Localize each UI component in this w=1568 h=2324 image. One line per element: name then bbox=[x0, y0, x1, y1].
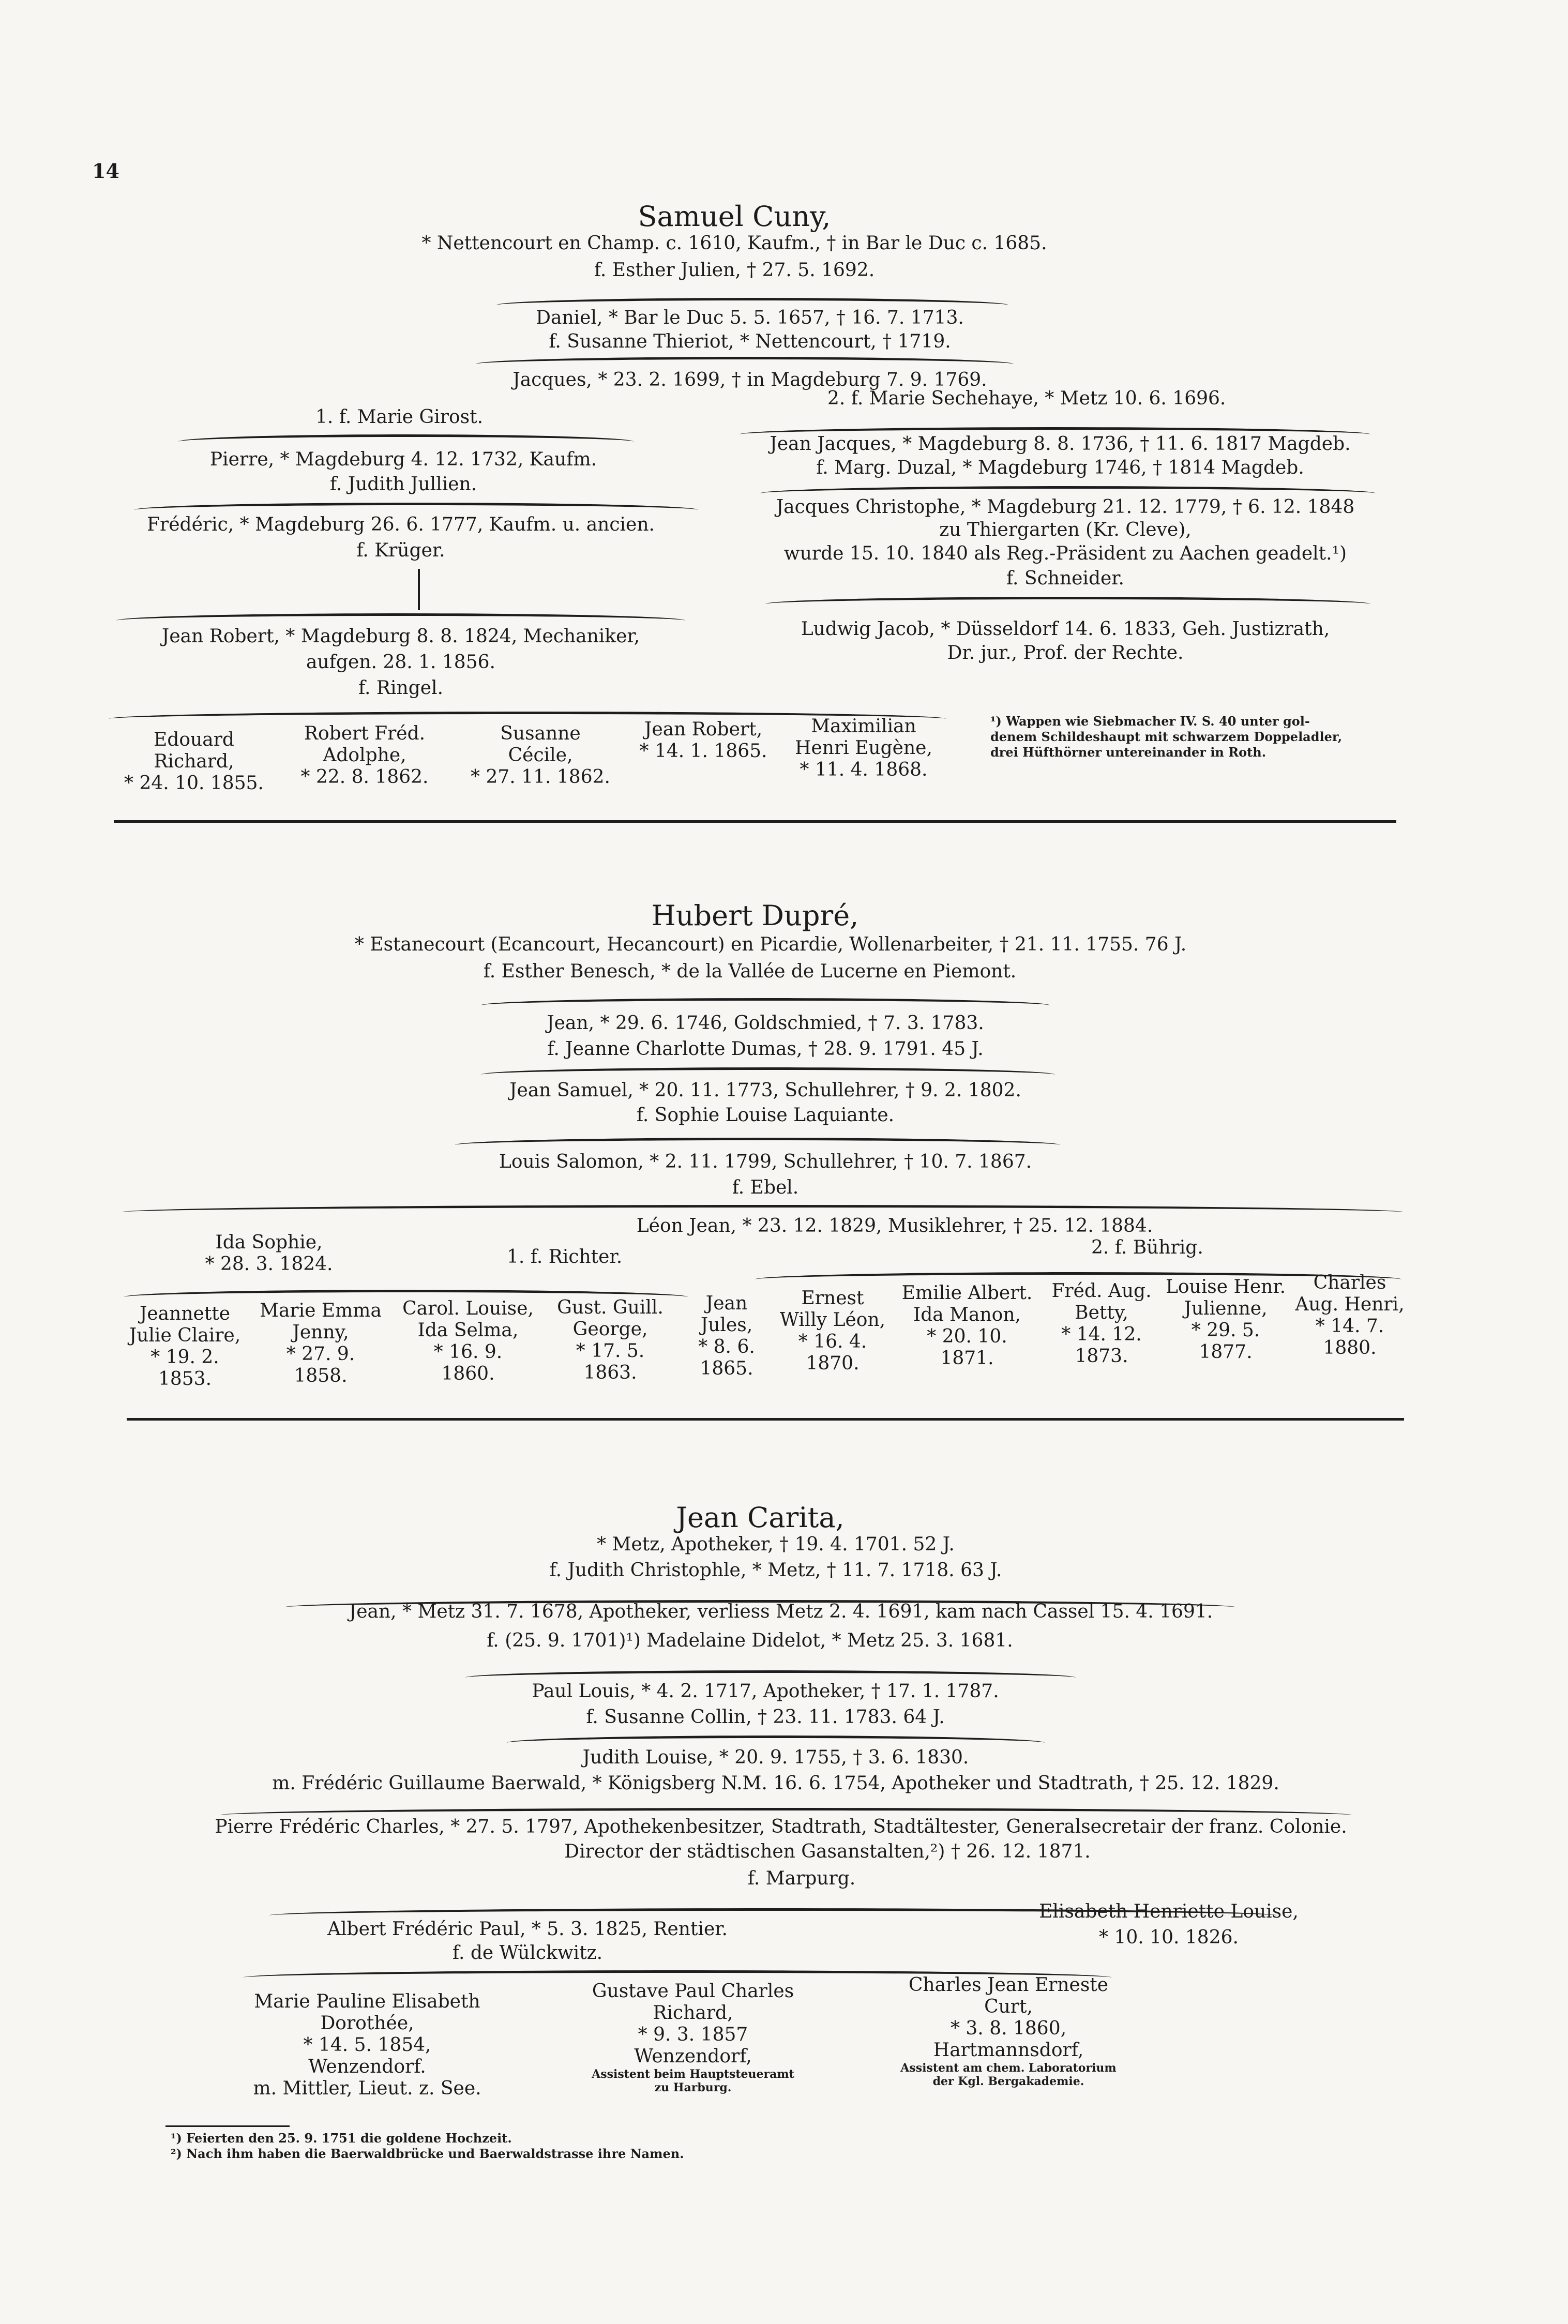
child-name-line1: Susanne bbox=[500, 723, 581, 744]
cuny-jacques-christophe-line4: f. Schneider. bbox=[1006, 568, 1124, 589]
carita-elisabeth-line1: Elisabeth Henriette Louise, bbox=[1039, 1901, 1299, 1922]
cuny-jean-robert-line2: aufgen. 28. 1. 1856. bbox=[306, 652, 495, 673]
dupre-child-7 bbox=[897, 1282, 1037, 1369]
child-name-line1: Maximilian bbox=[811, 716, 916, 737]
child-birth-line1: * 20. 10. bbox=[927, 1326, 1007, 1347]
child-birth: * 24. 10. 1855. bbox=[124, 773, 264, 794]
child-name-line1: Emilie Albert. bbox=[901, 1282, 1033, 1304]
child-birth-line2: 1870. bbox=[806, 1353, 860, 1374]
carita-judith-louise-line1: Judith Louise, * 20. 9. 1755, † 3. 6. 1830. bbox=[582, 1747, 969, 1768]
dupre-ida bbox=[171, 1232, 367, 1275]
footnote-line3: drei Hüfthörner untereinander in Roth. bbox=[990, 745, 1267, 760]
child-name-line2: Aug. Henri, bbox=[1295, 1294, 1405, 1315]
carita-albert-line1: Albert Frédéric Paul, * 5. 3. 1825, Rentier. bbox=[327, 1919, 728, 1940]
cuny-frederic-line2: f. Krüger. bbox=[356, 540, 445, 561]
dupre-leon-wife2: 2. f. Bührig. bbox=[1091, 1237, 1203, 1258]
child-name-line2: Julienne, bbox=[1184, 1298, 1268, 1319]
cuny-jacques-wife1: 1. f. Marie Girost. bbox=[315, 406, 484, 428]
child-place: Hartmannsdorf, bbox=[933, 2040, 1084, 2061]
child-birth-line2: 1858. bbox=[294, 1365, 348, 1386]
cuny-child-2 bbox=[282, 723, 447, 788]
cuny-child-4 bbox=[626, 719, 781, 762]
carita-paul-louis-line2: f. Susanne Collin, † 23. 11. 1783. 64 J. bbox=[586, 1707, 945, 1728]
dupre-jean-samuel-line1: Jean Samuel, * 20. 11. 1773, Schullehrer, † 9. 2. 1802. bbox=[509, 1080, 1021, 1101]
carita-pierre-frederic-line1: Pierre Frédéric Charles, * 27. 5. 1797, Apothekenbesitzer, Stadtrath, Stadtältester, Generalsecretair der franz. Colonie. bbox=[215, 1816, 1347, 1837]
child-name-line1: Ernest bbox=[801, 1288, 864, 1309]
child-place: Wenzendorf. bbox=[308, 2056, 426, 2077]
child-birth-line1: * 27. 9. bbox=[286, 1344, 355, 1365]
child-name-line2: Jules, bbox=[700, 1315, 753, 1336]
child-occupation-line2: der Kgl. Bergakademie. bbox=[932, 2075, 1084, 2088]
child-occupation-line1: Assistent am chem. Laboratorium bbox=[900, 2061, 1117, 2075]
cuny-head-line2: f. Esther Julien, † 27. 5. 1692. bbox=[594, 260, 875, 281]
child-place: Wenzendorf, bbox=[634, 2046, 752, 2067]
dupre-louis-salomon-line2: f. Ebel. bbox=[732, 1177, 799, 1198]
dupre-jean-line2: f. Jeanne Charlotte Dumas, † 28. 9. 1791. 45 J. bbox=[547, 1038, 984, 1060]
cuny-child-1 bbox=[111, 729, 277, 794]
brace bbox=[476, 357, 1014, 366]
child-birth-line2: 1880. bbox=[1323, 1337, 1377, 1359]
brace bbox=[481, 998, 1050, 1007]
dupre-child-5 bbox=[677, 1293, 776, 1380]
cuny-jean-jacques-line1: Jean Jacques, * Magdeburg 8. 8. 1736, † 11. 6. 1817 Magdeb. bbox=[770, 433, 1351, 455]
cuny-jean-robert-line1: Jean Robert, * Magdeburg 8. 8. 1824, Mechaniker, bbox=[161, 626, 640, 647]
child-birth-line1: * 14. 7. bbox=[1315, 1316, 1384, 1337]
carita-judith-louise-line2: m. Frédéric Guillaume Baerwald, * Königsberg N.M. 16. 6. 1754, Apotheker und Stadtrath, † 25. 12. 1829. bbox=[272, 1773, 1279, 1794]
cuny-ludwig-line1: Ludwig Jacob, * Düsseldorf 14. 6. 1833, Geh. Justizrath, bbox=[801, 618, 1330, 640]
dupre-head-name: Hubert Dupré, bbox=[651, 899, 859, 932]
child-name-line2: Julie Claire, bbox=[129, 1325, 241, 1346]
child-birth: * 27. 11. 1862. bbox=[471, 766, 610, 788]
brace bbox=[220, 1808, 1352, 1817]
child-name-line1: Jeannette bbox=[139, 1303, 231, 1324]
child-birth-line1: * 16. 4. bbox=[798, 1331, 867, 1352]
child-name-line1: Marie Pauline Elisabeth bbox=[254, 1991, 480, 2012]
child-name-line1: Jean bbox=[705, 1293, 748, 1314]
dupre-leon-wife1: 1. f. Richter. bbox=[507, 1246, 623, 1267]
cuny-daniel-line1: Daniel, * Bar le Duc 5. 5. 1657, † 16. 7. 1713. bbox=[536, 307, 964, 328]
brace bbox=[455, 1138, 1060, 1146]
child-name-line2: Henri Eugène, bbox=[795, 737, 932, 759]
dupre-child-1 bbox=[122, 1303, 248, 1390]
carita-head-name: Jean Carita, bbox=[676, 1501, 845, 1534]
cuny-jacques-line1: Jacques, * 23. 2. 1699, † in Magdeburg 7. 9. 1769. bbox=[512, 369, 987, 390]
child-name-line2: Ida Manon, bbox=[913, 1304, 1021, 1325]
child-name-line2: Richard, bbox=[154, 751, 234, 772]
cuny-jacques-wife2: 2. f. Marie Sechehaye, * Metz 10. 6. 1696. bbox=[827, 388, 1226, 409]
carita-elisabeth-line2: * 10. 10. 1826. bbox=[1099, 1927, 1239, 1948]
cuny-pierre-line2: f. Judith Jullien. bbox=[329, 474, 477, 495]
child-birth-line2: 1863. bbox=[583, 1362, 637, 1383]
child-birth: * 22. 8. 1862. bbox=[300, 766, 429, 788]
dupre-head-line2: f. Esther Benesch, * de la Vallée de Lucerne en Piemont. bbox=[483, 961, 1017, 982]
dupre-child-9 bbox=[1164, 1276, 1288, 1363]
child-birth-line1: * 29. 5. bbox=[1191, 1320, 1260, 1341]
child-name-line2: Ida Selma, bbox=[417, 1320, 519, 1341]
carita-jean-line2: f. (25. 9. 1701)¹) Madelaine Didelot, * Metz 25. 3. 1681. bbox=[487, 1630, 1013, 1651]
child-birth-line2: 1853. bbox=[158, 1368, 212, 1390]
cuny-child-5 bbox=[786, 716, 941, 781]
dupre-child-4 bbox=[546, 1297, 675, 1384]
cuny-jacques-christophe-line2: zu Thiergarten (Kr. Cleve), bbox=[939, 519, 1192, 540]
brace bbox=[116, 613, 685, 622]
cuny-footnote bbox=[990, 714, 1342, 760]
brace bbox=[465, 1670, 1076, 1679]
child-birth: * 3. 8. 1860, bbox=[950, 2018, 1067, 2039]
child-name-line1: Gustave Paul Charles bbox=[592, 1981, 794, 2002]
dupre-child-8 bbox=[1042, 1280, 1161, 1367]
ida-birth: * 28. 3. 1824. bbox=[205, 1254, 333, 1275]
section-divider bbox=[114, 820, 1396, 823]
child-name-line1: Marie Emma bbox=[260, 1300, 382, 1321]
cuny-pierre-line1: Pierre, * Magdeburg 4. 12. 1732, Kaufm. bbox=[209, 449, 597, 470]
carita-pierre-frederic-line2: Director der städtischen Gasanstalten,²) † 26. 12. 1871. bbox=[564, 1841, 1091, 1862]
cuny-frederic-line1: Frédéric, * Magdeburg 26. 6. 1777, Kaufm. u. ancien. bbox=[147, 514, 655, 535]
carita-child-2 bbox=[548, 1981, 838, 2094]
child-name-line2: Richard, bbox=[653, 2002, 733, 2024]
child-name-line1: Carol. Louise, bbox=[402, 1298, 534, 1319]
cuny-head-name: Samuel Cuny, bbox=[638, 200, 831, 233]
brace bbox=[122, 1205, 1404, 1214]
child-birth: * 14. 1. 1865. bbox=[639, 741, 767, 762]
child-birth-line1: * 8. 6. bbox=[698, 1336, 755, 1357]
footnote-divider bbox=[165, 2125, 290, 2127]
child-name-line2: George, bbox=[572, 1319, 648, 1340]
dupre-jean-line1: Jean, * 29. 6. 1746, Goldschmied, † 7. 3. 1783. bbox=[547, 1013, 984, 1034]
cuny-child-3 bbox=[458, 723, 623, 788]
child-birth: * 14. 5. 1854, bbox=[303, 2034, 431, 2056]
brace bbox=[760, 486, 1376, 495]
cuny-jacques-christophe-line3: wurde 15. 10. 1840 als Reg.-Präsident zu Aachen geadelt.¹) bbox=[783, 543, 1347, 564]
brace bbox=[134, 503, 698, 511]
carita-jean-line1: Jean, * Metz 31. 7. 1678, Apotheker, verliess Metz 2. 4. 1691, kam nach Cassel 15. 4. 1691. bbox=[349, 1601, 1213, 1622]
child-birth: * 11. 4. 1868. bbox=[800, 759, 928, 780]
child-name-line2: Dorothée, bbox=[320, 2013, 414, 2034]
child-name-line1: Fréd. Aug. bbox=[1051, 1280, 1152, 1302]
child-name-line1: Jean Robert, bbox=[644, 719, 763, 740]
carita-albert-line2: f. de Wülckwitz. bbox=[452, 1942, 603, 1964]
brace bbox=[507, 1736, 1045, 1744]
cuny-daniel-line2: f. Susanne Thieriot, * Nettencourt, † 1719. bbox=[549, 331, 951, 352]
carita-paul-louis-line1: Paul Louis, * 4. 2. 1717, Apotheker, † 17. 1. 1787. bbox=[532, 1681, 999, 1702]
child-name-line2: Jenny, bbox=[292, 1322, 349, 1343]
child-birth: * 9. 3. 1857 bbox=[638, 2024, 748, 2045]
child-birth-line2: 1871. bbox=[940, 1348, 994, 1369]
cuny-head-line1: * Nettencourt en Champ. c. 1610, Kaufm., † in Bar le Duc c. 1685. bbox=[421, 233, 1047, 254]
child-birth-line1: * 19. 2. bbox=[150, 1347, 219, 1368]
carita-child-3 bbox=[848, 1974, 1169, 2088]
dupre-louis-salomon-line1: Louis Salomon, * 2. 11. 1799, Schullehrer, † 10. 7. 1867. bbox=[499, 1151, 1032, 1172]
child-birth-line2: 1877. bbox=[1199, 1341, 1253, 1363]
page-number: 14 bbox=[92, 159, 119, 183]
child-name-line1: Robert Fréd. bbox=[304, 723, 426, 744]
dupre-child-10 bbox=[1290, 1272, 1409, 1359]
child-occupation-line2: zu Harburg. bbox=[654, 2081, 732, 2094]
child-name-line1: Edouard bbox=[154, 729, 234, 750]
child-name-line1: Gust. Guill. bbox=[557, 1297, 664, 1318]
child-birth-line2: 1865. bbox=[700, 1358, 753, 1379]
child-spouse: m. Mittler, Lieut. z. See. bbox=[253, 2078, 481, 2099]
cuny-jacques-christophe-line1: Jacques Christophe, * Magdeburg 21. 12. 1779, † 6. 12. 1848 bbox=[776, 496, 1355, 518]
brace bbox=[496, 298, 1008, 307]
dupre-head-line1: * Estanecourt (Ecancourt, Hecancourt) en Picardie, Wollenarbeiter, † 21. 11. 1755. 76 J. bbox=[354, 934, 1187, 955]
section-divider bbox=[127, 1418, 1404, 1421]
child-name-line1: Charles bbox=[1313, 1272, 1386, 1293]
child-name-line1: Louise Henr. bbox=[1165, 1276, 1286, 1297]
dupre-child-3 bbox=[396, 1298, 540, 1385]
dupre-leon-line1: Léon Jean, * 23. 12. 1829, Musiklehrer, † 25. 12. 1884. bbox=[636, 1215, 1153, 1236]
carita-head-line2: f. Judith Christophle, * Metz, † 11. 7. 1718. 63 J. bbox=[549, 1560, 1002, 1581]
carita-footnote-1: ¹) Feierten den 25. 9. 1751 die goldene Hochzeit. bbox=[171, 2131, 512, 2146]
footnote-line1: ¹) Wappen wie Siebmacher IV. S. 40 unter gol- bbox=[990, 714, 1310, 729]
cuny-ludwig-line2: Dr. jur., Prof. der Rechte. bbox=[947, 642, 1184, 663]
brace bbox=[178, 434, 634, 443]
child-birth-line1: * 16. 9. bbox=[433, 1341, 503, 1363]
child-occupation-line1: Assistent beim Hauptsteueramt bbox=[592, 2068, 794, 2081]
carita-child-1 bbox=[222, 1991, 512, 2100]
carita-footnote-2: ²) Nach ihm haben die Baerwaldbrücke und Baerwaldstrasse ihre Namen. bbox=[171, 2146, 684, 2161]
child-name-line2: Willy Léon, bbox=[779, 1309, 886, 1331]
cuny-jean-robert-line3: f. Ringel. bbox=[358, 677, 444, 699]
brace bbox=[765, 597, 1370, 606]
child-birth-line2: 1860. bbox=[441, 1363, 495, 1384]
child-name-line1: Charles Jean Erneste bbox=[908, 1974, 1109, 1996]
dupre-jean-samuel-line2: f. Sophie Louise Laquiante. bbox=[636, 1105, 895, 1126]
child-birth-line1: * 17. 5. bbox=[576, 1340, 645, 1362]
child-birth-line1: * 14. 12. bbox=[1061, 1324, 1142, 1345]
cuny-jean-jacques-line2: f. Marg. Duzal, * Magdeburg 1746, † 1814 Magdeb. bbox=[816, 457, 1304, 478]
child-name-line2: Curt, bbox=[984, 1996, 1033, 2017]
child-name-line2: Adolphe, bbox=[323, 745, 406, 766]
child-name-line2: Cécile, bbox=[508, 745, 573, 766]
dupre-child-6 bbox=[771, 1288, 895, 1375]
carita-pierre-frederic-line3: f. Marpurg. bbox=[747, 1868, 856, 1889]
carita-head-line1: * Metz, Apotheker, † 19. 4. 1701. 52 J. bbox=[597, 1534, 955, 1555]
child-name-line2: Betty, bbox=[1075, 1302, 1128, 1323]
ida-name: Ida Sophie, bbox=[215, 1232, 323, 1253]
footnote-line2: denem Schildeshaupt mit schwarzem Doppeladler, bbox=[990, 729, 1343, 744]
dupre-child-2 bbox=[253, 1300, 388, 1387]
child-birth-line2: 1873. bbox=[1075, 1346, 1128, 1367]
tree-connector bbox=[418, 569, 420, 610]
brace bbox=[481, 1067, 1055, 1076]
